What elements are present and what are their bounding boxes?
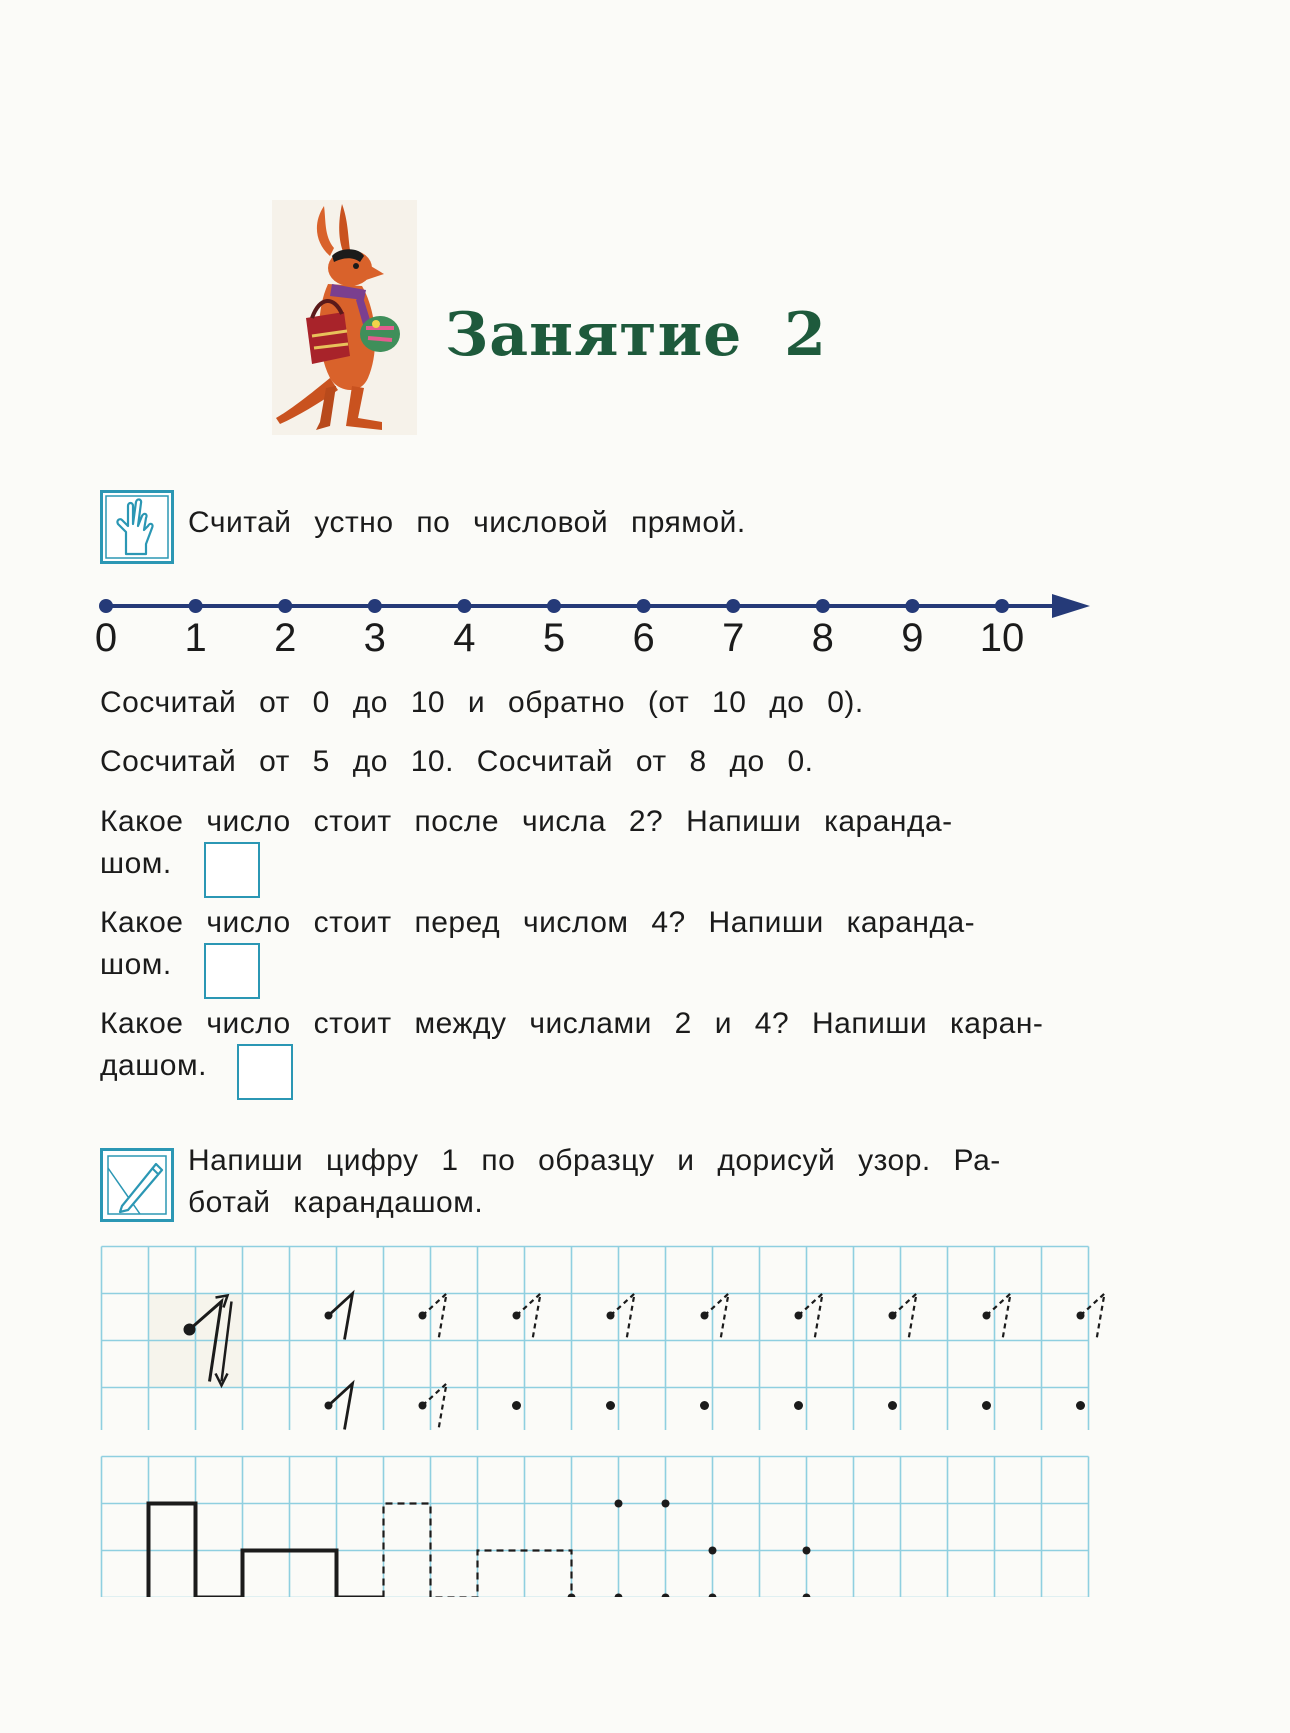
start-dot bbox=[325, 1312, 333, 1320]
number-line-point-10 bbox=[995, 599, 1009, 613]
task2-instruction-line1: Напиши цифру 1 по образцу и дорисуй узор. Ра- bbox=[188, 1144, 1001, 1177]
count-instruction-2: Сосчитай от 5 до 10. Сосчитай от 8 до 0. bbox=[100, 745, 814, 778]
answer-box-before-4[interactable] bbox=[204, 943, 260, 999]
task1-instruction: Считай устно по числовой прямой. bbox=[188, 506, 746, 539]
pattern-dot bbox=[615, 1500, 623, 1508]
number-line-point-0 bbox=[99, 599, 113, 613]
number-line-point-5 bbox=[547, 599, 561, 613]
pattern-dot bbox=[803, 1547, 811, 1555]
pattern-dot bbox=[568, 1594, 576, 1598]
start-dot bbox=[512, 1401, 521, 1410]
start-dot bbox=[983, 1312, 991, 1320]
start-dot bbox=[513, 1312, 521, 1320]
answer-box-between-2-4[interactable] bbox=[237, 1044, 293, 1100]
question-between-2-4-line1: Какое число стоит между числами 2 и 4? Напиши каран- bbox=[100, 1007, 1044, 1040]
start-dot bbox=[888, 1401, 897, 1410]
digit-practice-grid[interactable] bbox=[100, 1245, 1195, 1430]
number-line-label-5: 5 bbox=[542, 616, 566, 660]
number-line-label-6: 6 bbox=[632, 616, 655, 660]
pattern-dot bbox=[615, 1594, 623, 1598]
number-line-axis bbox=[0, 0, 1290, 640]
start-dot bbox=[606, 1401, 615, 1410]
start-dot bbox=[889, 1312, 897, 1320]
start-dot bbox=[1076, 1401, 1085, 1410]
number-line-point-9 bbox=[905, 599, 919, 613]
start-dot bbox=[982, 1401, 991, 1410]
number-line-label-0: 0 bbox=[94, 616, 118, 660]
question-before-4-line1: Какое число стоит перед числом 4? Напиши каранда- bbox=[100, 906, 976, 939]
question-before-4-line2: шом. bbox=[100, 948, 172, 981]
start-dot bbox=[607, 1312, 615, 1320]
start-dot bbox=[700, 1401, 709, 1410]
question-after-2-line1: Какое число стоит после числа 2? Напиши каранда- bbox=[100, 805, 953, 838]
question-after-2-line2: шом. bbox=[100, 847, 172, 880]
start-dot bbox=[794, 1401, 803, 1410]
count-instruction-1: Сосчитай от 0 до 10 и обратно (от 10 до 0). bbox=[100, 686, 864, 719]
number-line-label-1: 1 bbox=[184, 616, 207, 660]
lesson-title: Занятие 2 bbox=[445, 300, 827, 370]
number-line-label-7: 7 bbox=[722, 616, 745, 660]
number-line-label-3: 3 bbox=[363, 616, 386, 660]
number-line-point-4 bbox=[457, 599, 471, 613]
number-line-arrow-icon bbox=[1052, 594, 1090, 618]
pattern-practice-grid[interactable] bbox=[100, 1455, 1195, 1597]
start-dot bbox=[419, 1402, 427, 1410]
start-dot bbox=[325, 1402, 333, 1410]
number-line-point-2 bbox=[278, 599, 292, 613]
number-line-point-7 bbox=[726, 599, 740, 613]
answer-box-after-2[interactable] bbox=[204, 842, 260, 898]
start-dot bbox=[1077, 1312, 1085, 1320]
number-line-label-10: 10 bbox=[979, 616, 1025, 660]
task2-instruction-line2: ботай карандашом. bbox=[188, 1186, 484, 1219]
number-line-label-9: 9 bbox=[901, 616, 924, 660]
pattern-dot bbox=[803, 1594, 811, 1598]
number-line-label-2: 2 bbox=[274, 616, 297, 660]
question-between-2-4-line2: дашом. bbox=[100, 1049, 207, 1082]
pattern-dot bbox=[662, 1594, 670, 1598]
number-line-point-6 bbox=[637, 599, 651, 613]
pattern-dot bbox=[709, 1547, 717, 1555]
start-dot bbox=[419, 1312, 427, 1320]
number-line-point-3 bbox=[368, 599, 382, 613]
start-dot bbox=[795, 1312, 803, 1320]
pencil-writing-icon bbox=[100, 1148, 174, 1222]
number-line-label-4: 4 bbox=[453, 616, 476, 660]
number-line-point-1 bbox=[189, 599, 203, 613]
start-dot bbox=[701, 1312, 709, 1320]
pattern-dot bbox=[662, 1500, 670, 1508]
number-line-label-8: 8 bbox=[811, 616, 834, 660]
number-line-point-8 bbox=[816, 599, 830, 613]
pattern-dot bbox=[709, 1594, 717, 1598]
